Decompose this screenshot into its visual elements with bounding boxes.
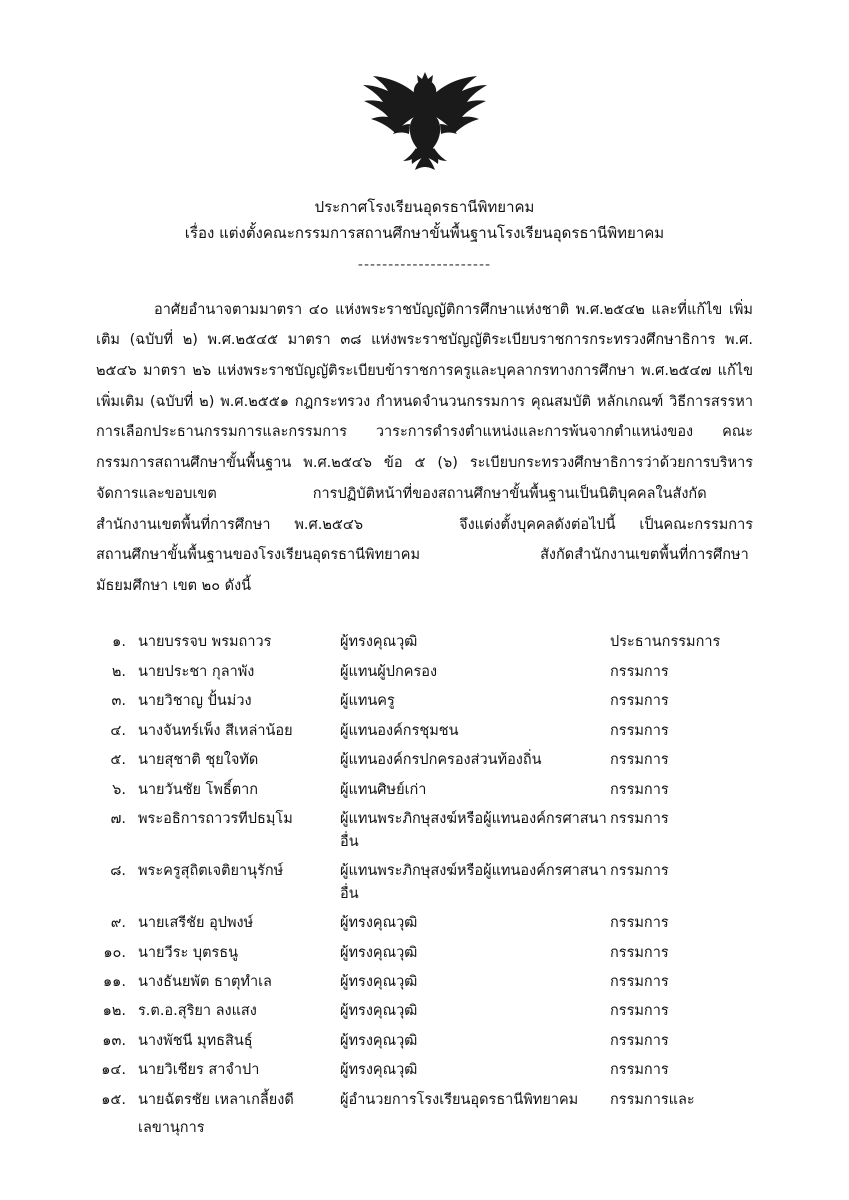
member-role: ผู้ทรงคุณวุฒิ [340,944,418,961]
list-item [96,967,753,996]
member-name: นางจันทร์เพ็ง สีเหล่าน้อย [138,722,293,739]
paragraph-line-3: ๒๕๔๖ มาตรา ๒๖ แห่งพระราชบัญญัติระเบียบข้าราชการครูและบุคลากรทางการศึกษา พ.ศ.๒๕๔๗ แก้ไข [96,362,753,379]
member-position: กรรมการ [610,1003,669,1020]
list-item [96,775,753,804]
member-position: กรรมการและ [610,1091,695,1108]
member-name: นายเสรีชัย อุปพงษ์ [138,915,254,932]
member-role: ผู้แทนครู [340,693,395,710]
list-item [96,938,753,967]
member-number: ๘. [110,863,126,880]
member-name: นายวันชัย โพธิ์ตาก [138,781,259,798]
list-item [96,909,753,938]
document-title [96,194,753,247]
body-paragraph [96,295,753,602]
member-position: กรรมการ [610,915,669,932]
member-position: กรรมการ [610,1032,669,1049]
member-position: กรรมการ [610,693,669,710]
paragraph-line-2: เพิ่มเติม (ฉบับที่ ๒) พ.ศ.๒๕๔๕ มาตรา ๓๘ แห่งพระราชบัญญัติระเบียบราชการกระทรวงศึกษาธิการ พ.ศ. [96,301,753,349]
member-number: ๕. [110,752,126,769]
member-role: ผู้ทรงคุณวุฒิ [340,1062,418,1079]
member-name: นายประชา กุลาพัง [138,663,255,680]
list-item [96,1026,753,1055]
member-role: ผู้ทรงคุณวุฒิ [340,1003,418,1020]
paragraph-line-7a: จัดการและขอบเขต [96,485,217,502]
member-role: ผู้ทรงคุณวุฒิ [340,1032,418,1049]
member-position: กรรมการ [610,944,669,961]
member-number: ๑๒. [102,1003,126,1020]
list-item [96,997,753,1026]
member-number: ๖. [112,781,126,798]
paragraph-line-4: เพิ่มเติม (ฉบับที่ ๒) พ.ศ.๒๕๕๑ กฎกระทรวง กำหนดจำนวนกรรมการ คุณสมบัติ หลักเกณฑ์ วิธีการสรรหา [96,393,753,410]
title-separator: ---------------------- [357,256,492,273]
member-name: นายสุชาติ ชุยใจทัด [138,752,259,769]
emblem-container [96,66,753,180]
member-role: ผู้ทรงคุณวุฒิ [340,634,418,651]
list-item [96,1085,753,1114]
garuda-emblem [355,66,495,176]
member-role: ผู้แทนพระภิกษุสงฆ์หรือผู้แทนองค์กรศาสนาอื่น [340,811,607,850]
member-name: นายวิชาญ ปั้นม่วง [138,693,252,710]
member-number: ๑๐. [103,944,126,961]
member-number: ๑๑. [102,973,126,990]
committee-member-list [96,628,753,1139]
member-position: ประธานกรรมการ [610,634,721,651]
member-position-continuation: เลขานุการ [138,1119,205,1136]
list-item [96,716,753,745]
title-line-1: ประกาศโรงเรียนอุดรธานีพิทยาคม [314,198,535,216]
member-number: ๑๔. [101,1062,126,1079]
member-name: พระอธิการถาวรทีปธมฺโม [138,811,293,828]
paragraph-line-6: คณะกรรมการสถานศึกษาขั้นพื้นฐาน พ.ศ.๒๕๔๖ ข้อ ๕ (๖) ระเบียบกระทรวงศึกษาธิการว่าด้วยการบริหาร [96,424,754,472]
member-role: ผู้แทนผู้ปกครอง [340,663,438,680]
member-name: นายวิเชียร สาจำปา [138,1062,260,1079]
member-role: ผู้แทนพระภิกษุสงฆ์หรือผู้แทนองค์กรศาสนาอื่น [340,863,607,902]
member-number: ๑๓. [102,1032,126,1049]
paragraph-line-1: อาศัยอำนาจตามมาตรา ๔๐ แห่งพระราชบัญญัติการศึกษาแห่งชาติ พ.ศ.๒๕๔๒ และที่แก้ไข [154,301,723,318]
member-name: นายวีระ บุตรธนู [138,944,239,961]
member-number: ๒. [111,663,126,680]
member-role: ผู้แทนองค์กรปกครองส่วนท้องถิ่น [340,752,542,769]
member-number: ๔. [110,722,126,739]
member-position: กรรมการ [610,973,669,990]
list-item [96,657,753,686]
member-position: กรรมการ [610,811,669,828]
list-item [96,857,753,909]
paragraph-line-9b: สังกัดสำนักงานเขตพื้นที่การศึกษา [540,547,749,564]
paragraph-line-7b: การปฏิบัติหน้าที่ของสถานศึกษาขั้นพื้นฐานเป็นนิติบุคคลในสังกัด [312,485,707,502]
member-name: นางพัชนี มุทธสินธุ์ [138,1032,253,1049]
paragraph-line-8a: สำนักงานเขตพื้นที่การศึกษา พ.ศ.๒๕๔๖ [96,516,364,533]
title-line-2: เรื่อง แต่งตั้งคณะกรรมการสถานศึกษาขั้นพื้นฐานโรงเรียนอุดรธานีพิทยาคม [184,224,665,243]
member-number: ๙. [110,915,126,932]
member-name: นายบรรจบ พรมถาวร [138,634,272,651]
member-position: กรรมการ [610,752,669,769]
list-item [96,628,753,657]
list-item [96,805,753,857]
member-number: ๑๕. [101,1091,126,1108]
member-position: กรรมการ [610,863,669,880]
member-name: นางธันยพัต ธาตุทำเล [138,973,272,990]
list-item [96,687,753,716]
member-position: กรรมการ [610,663,669,680]
member-position: กรรมการ [610,1062,669,1079]
member-position: กรรมการ [610,722,669,739]
member-number: ๑. [112,634,126,651]
paragraph-line-8b: จึงแต่งตั้งบุคคลดังต่อไปนี้ เป็นคณะกรรมการ [459,516,753,533]
member-role: ผู้อำนวยการโรงเรียนอุดรธานีพิทยาคม [340,1091,579,1108]
member-role: ผู้ทรงคุณวุฒิ [340,915,418,932]
paragraph-line-9a: สถานศึกษาขั้นพื้นฐานของโรงเรียนอุดรธานีพิทยาคม [96,547,421,564]
member-position: กรรมการ [610,781,669,798]
paragraph-line-10: มัธยมศึกษา เขต ๒๐ ดังนี้ [96,578,252,595]
list-item [96,746,753,775]
member-number: ๓. [111,693,126,710]
member-role: ผู้แทนองค์กรชุมชน [340,722,459,739]
member-name: ร.ต.อ.สุริยา ลงแสง [138,1003,257,1020]
list-item [96,1056,753,1085]
member-name: พระครูสุถิตเจติยานุรักษ์ [138,863,284,880]
paragraph-line-5: การเลือกประธานกรรมการและกรรมการ วาระการดำรงตำแหน่งและการพ้นจากตำแหน่งของ [96,424,694,441]
member-role: ผู้ทรงคุณวุฒิ [340,973,418,990]
member-number: ๗. [110,811,126,828]
member-name: นายฉัตรชัย เหลาเกลี้ยงดี [138,1091,294,1108]
member-role: ผู้แทนศิษย์เก่า [340,781,427,798]
